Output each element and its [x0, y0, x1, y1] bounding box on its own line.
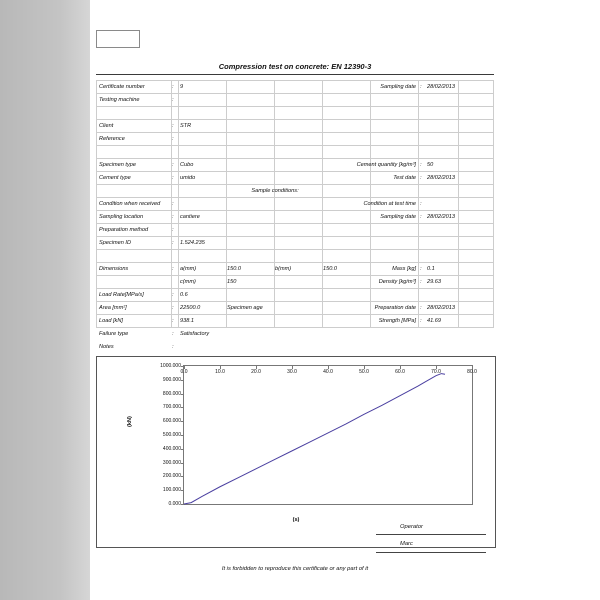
preparation-date-value: 28/02/2013 [427, 305, 455, 311]
preparation-method-label: Preparation method [99, 227, 149, 233]
colon-25: : [172, 344, 174, 350]
failure-type-label: Failure type [99, 331, 129, 337]
strength-label: Strength [MPa] [378, 318, 416, 324]
sampling-date-label: Sampling date [380, 84, 416, 90]
colon-18: : [420, 279, 422, 285]
x-tick-1: 10.0 [215, 369, 225, 375]
density-label: Density [kg/m³] [378, 279, 416, 285]
colon-12: : [172, 214, 174, 220]
colon-9: : [420, 175, 422, 181]
y-tick-10: 1000.000 [160, 363, 181, 369]
signature-divider [376, 552, 486, 553]
colon-10: : [172, 201, 174, 207]
load-label: Load [kN] [99, 318, 123, 324]
specimen-id-value: 1.524.235 [180, 240, 205, 246]
load-time-chart [96, 356, 496, 548]
colon-3: : [172, 97, 174, 103]
page-title: Compression test on concrete: EN 12390-3 [218, 62, 372, 71]
colon-14: : [172, 227, 174, 233]
y-tick-7: 700.000 [162, 404, 181, 411]
colon-19: : [172, 292, 174, 298]
colon-11: : [420, 201, 422, 207]
x-tick-4: 40.0 [323, 369, 333, 375]
testing-machine-label: Testing machine [99, 97, 140, 103]
dim-a-value: 150.0 [227, 266, 241, 272]
specimen-id-label: Specimen ID [99, 240, 132, 246]
footer-note: It is forbidden to reproduce this certificate or any part of it [221, 566, 369, 572]
colon-23: : [420, 318, 422, 324]
mass-label: Mass [kg] [392, 266, 416, 272]
y-tick-4: 400.000 [162, 445, 181, 452]
specimen-type-label: Specimen type [99, 162, 137, 168]
colon-13: : [420, 214, 422, 220]
operator-name: Marc [400, 541, 413, 547]
y-tick-8: 800.000 [162, 390, 181, 397]
failure-type-value: Satisfactory [180, 331, 210, 337]
dim-b-value: 150.0 [323, 266, 337, 272]
sampling-date-2-value: 28/02/2013 [427, 214, 455, 220]
details-table [96, 80, 494, 328]
load-value: 938.1 [180, 318, 194, 324]
colon-16: : [172, 266, 174, 272]
colon-8: : [172, 175, 174, 181]
density-value: 29.63 [427, 279, 441, 285]
preparation-date-label: Preparation date [374, 305, 416, 311]
colon-21: : [420, 305, 422, 311]
colon-5: : [172, 136, 174, 142]
header-logo-box [96, 30, 140, 48]
operator-divider [376, 534, 486, 535]
dimensions-label: Dimensions [99, 266, 129, 272]
test-date-value: 28/02/2013 [427, 175, 455, 181]
x-tick-7: 70.0 [431, 369, 441, 375]
colon-2: : [420, 84, 422, 90]
colon-22: : [172, 318, 174, 324]
chart-y-axis-label: (kN) [127, 416, 133, 427]
load-rate-value: 0.6 [180, 292, 188, 298]
certificate-number-label: Certificate number [99, 84, 145, 90]
x-tick-0: 0.0 [180, 369, 188, 375]
colon-6: : [172, 162, 174, 168]
chart-x-axis-label: (s) [292, 517, 300, 523]
cement-type-value: umido [180, 175, 196, 181]
load-curve [184, 366, 472, 504]
specimen-type-value: Cubo [180, 162, 194, 168]
condition-when-received-label: Condition when received [99, 201, 161, 207]
y-tick-2: 200.000 [162, 473, 181, 480]
reference-label: Reference [99, 136, 125, 142]
chart-plot-area [160, 363, 477, 507]
operator-label: Operator [400, 524, 423, 530]
sampling-location-label: Sampling location [99, 214, 144, 220]
colon-4: : [172, 123, 174, 129]
strength-value: 41.69 [427, 318, 441, 324]
y-tick-6: 600.000 [162, 418, 181, 425]
y-tick-5: 500.000 [162, 432, 181, 438]
condition-at-test-time-label: Condition at test time [363, 201, 416, 207]
area-value: 22500.0 [180, 305, 201, 311]
y-tick-0: 0.000 [168, 501, 181, 507]
x-tick-5: 50.0 [359, 369, 369, 375]
area-label: Area [mm²] [99, 305, 127, 311]
colon-24: : [172, 331, 174, 337]
dim-a-label: a(mm) [180, 266, 197, 272]
notes-label: Notes [99, 344, 114, 350]
colon-20: : [172, 305, 174, 311]
y-tick-1: 100.000 [162, 487, 181, 494]
load-rate-label: Load Rate[MPa/s] [99, 292, 144, 298]
x-tick-8: 80.0 [467, 369, 477, 375]
dim-c-label: c(mm) [180, 279, 196, 285]
dim-b-label: b(mm) [275, 266, 292, 272]
dim-c-value: 150 [227, 279, 237, 285]
colon-15: : [172, 240, 174, 246]
x-tick-2: 20.0 [251, 369, 261, 375]
x-tick-3: 30.0 [287, 369, 297, 375]
cement-quantity-label: Cement quantity [kg/m³] [356, 162, 416, 168]
test-date-label: Test date [393, 175, 416, 181]
colon-7: : [420, 162, 422, 168]
y-tick-9: 900.000 [162, 376, 181, 383]
sampling-date-2-label: Sampling date [380, 214, 416, 220]
cement-type-label: Cement type [99, 175, 131, 181]
specimen-age-label: Specimen age [227, 305, 263, 311]
colon-1: : [172, 84, 174, 90]
sample-conditions-label: Sample conditions: [251, 188, 299, 194]
y-tick-3: 300.000 [162, 459, 181, 466]
sampling-date-value: 28/02/2013 [427, 84, 455, 90]
certificate-number-value: 9 [180, 84, 184, 90]
client-label: Client [99, 123, 114, 129]
client-value: STR [180, 123, 192, 129]
colon-17: : [420, 266, 422, 272]
certificate-sheet [90, 0, 600, 600]
x-tick-6: 60.0 [395, 369, 405, 375]
mass-value: 0.1 [427, 266, 435, 272]
sampling-location-value: cantiere [180, 214, 200, 220]
cement-quantity-value: 50 [427, 162, 434, 168]
title-divider [96, 74, 494, 75]
